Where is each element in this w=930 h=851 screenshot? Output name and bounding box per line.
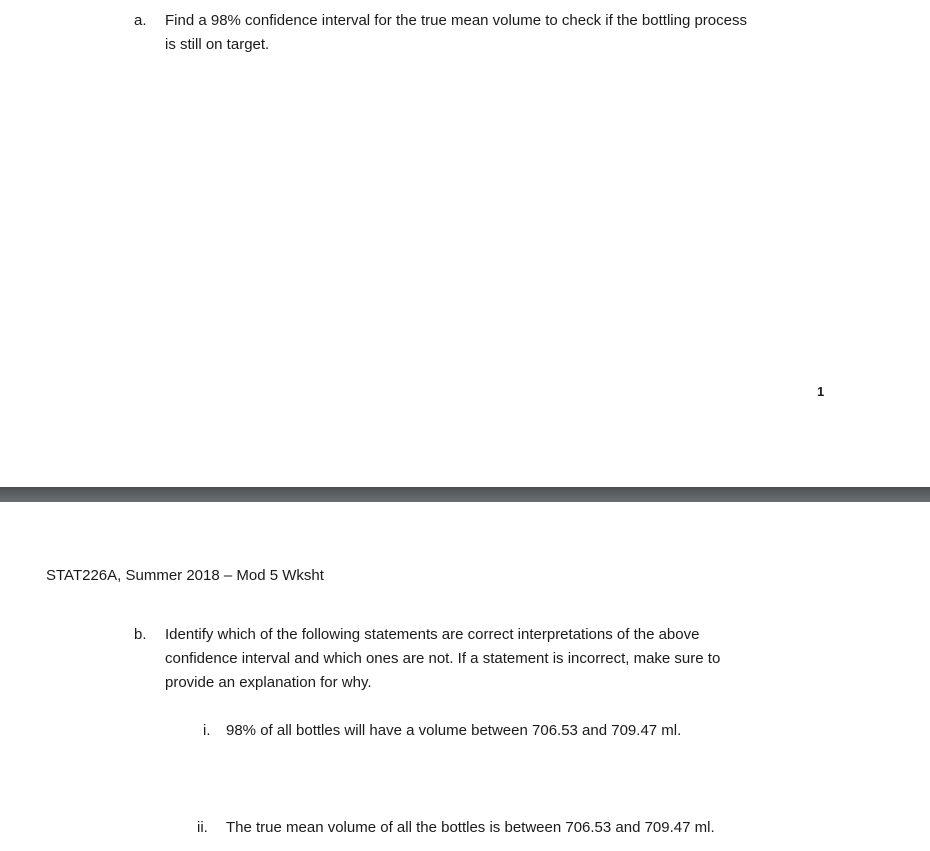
statement-i-text: 98% of all bottles will have a volume between 706.53 and 709.47 ml. [226, 722, 682, 739]
document-page-2 [0, 502, 930, 851]
statement-ii-marker: ii. [197, 819, 208, 836]
question-a-line-1: Find a 98% confidence interval for the true mean volume to check if the bottling process [165, 12, 747, 29]
page-separator [0, 487, 930, 502]
question-b-line-3: provide an explanation for why. [165, 674, 372, 691]
statement-ii-text: The true mean volume of all the bottles is between 706.53 and 709.47 ml. [226, 819, 715, 836]
page-header: STAT226A, Summer 2018 – Mod 5 Wksht [46, 567, 324, 584]
question-a-line-2: is still on target. [165, 36, 270, 53]
question-b-line-1: Identify which of the following statements are correct interpretations of the above [165, 626, 700, 643]
question-a-text [165, 9, 747, 57]
question-a-marker: a. [134, 12, 147, 29]
question-b-marker: b. [134, 626, 147, 643]
question-b-line-2: confidence interval and which ones are not. If a statement is incorrect, make sure to [165, 650, 721, 667]
question-b-text [165, 623, 720, 695]
statement-i-marker: i. [203, 722, 211, 739]
page-number: 1 [817, 384, 825, 399]
